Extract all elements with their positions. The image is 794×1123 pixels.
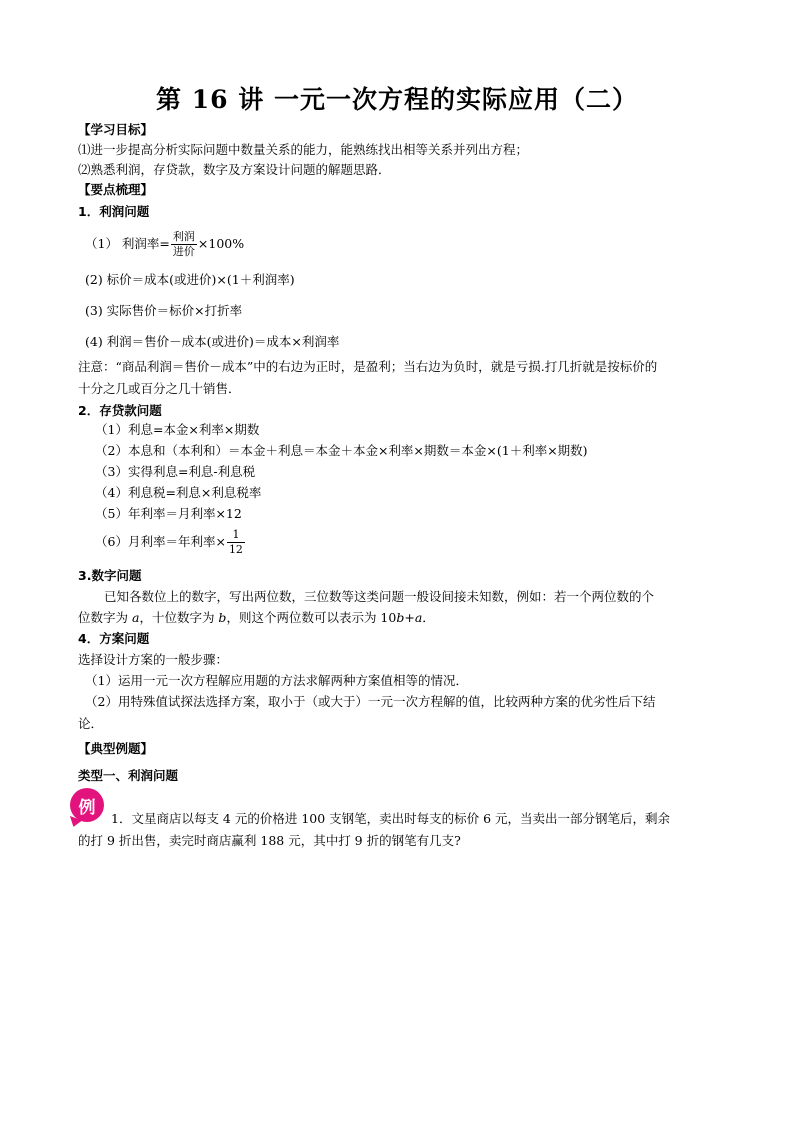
type-1-heading: 类型一、利润问题 [78,768,179,783]
digits-line-1: 已知各数位上的数字，写出两位数，三位数等这类问题一般设间接未知数，例如：若一个两位数的个 [104,589,655,604]
digits-line-2 [78,609,435,627]
deposit-item-6 [95,528,246,557]
plan-step-2-line-2: 论． [78,716,104,731]
fraction-numerator: 1 [227,528,245,543]
profit-formula-1-suffix: ×100% [197,236,245,251]
deposit-item-3: （3）实得利息=利息-利息税 [95,464,256,479]
monthly-rate-fraction [227,528,245,557]
profit-rate-fraction [171,230,197,259]
profit-note-line-2: 十分之几或百分之几十销售． [78,381,241,396]
expr-plus: + [404,610,415,625]
digits-heading: 3.数字问题 [78,568,142,583]
example-badge-icon: 例 [70,788,104,822]
deposit-item-2: （2）本息和（本利和）＝本金＋利息＝本金＋本金×利率×期数＝本金×(1＋利率×期数) [95,443,588,458]
plan-intro: 选择设计方案的一般步骤： [78,652,229,667]
page-title: 第 16 讲 一元一次方程的实际应用（二） [156,85,638,114]
profit-note-line-1: 注意：“商品利润＝售价－成本”中的右边为正时，是盈利；当右边为负时，就是亏损.打几折就是按标价的 [78,359,658,374]
fraction-numerator: 利润 [172,230,195,243]
objectives-heading: 【学习目标】 [78,122,154,137]
deposit-item-4: （4）利息税=利息×利息税率 [95,485,262,500]
deposit-heading: 2．存贷款问题 [78,403,162,418]
profit-formula-3: (3) 实际售价＝标价×打折率 [85,303,243,318]
variable-b: b [218,610,227,625]
expr-a: a [414,610,423,625]
profit-formula-1 [85,230,244,259]
fraction-denominator: 12 [228,543,243,556]
objective-item-2: ⑵熟悉利润，存贷款，数字及方案设计问题的解题思路． [78,162,391,177]
plan-heading: 4．方案问题 [78,631,150,646]
fraction-denominator: 进价 [172,245,195,258]
keypoints-heading: 【要点梳理】 [78,182,154,197]
profit-heading: 1．利润问题 [78,204,150,219]
digits-text-b: ，十位数字为 [139,610,219,625]
variable-a: a [131,610,140,625]
profit-formula-2: (2) 标价＝成本(或进价)×(1＋利润率) [85,272,295,287]
digits-text-c: ，则这个两位数可以表示为 10 [226,610,397,625]
deposit-item-6-prefix: （6）月利率＝年利率× [95,534,226,549]
digits-text-a: 位数字为 [78,610,132,625]
example-1-line-2: 的打 9 折出售，卖完时商店赢利 188 元，其中打 9 折的钢笔有几支? [78,833,461,848]
deposit-item-5: （5）年利率＝月利率×12 [95,506,242,521]
objective-item-1: ⑴进一步提高分析实际问题中数量关系的能力，能熟练找出相等关系并列出方程； [78,142,529,157]
examples-heading: 【典型例题】 [78,741,154,756]
expr-b: b [396,610,405,625]
profit-formula-4: (4) 利润＝售价－成本(或进价)＝成本×利润率 [85,334,340,349]
example-1-line-1: 1．文星商店以每支 4 元的价格进 100 支钢笔，卖出时每支的标价 6 元，当卖出一部分钢笔后，剩余 [111,811,671,826]
deposit-item-1: （1）利息=本金×利率×期数 [95,422,260,437]
plan-step-1: （1）运用一元一次方程解应用题的方法求解两种方案值相等的情况． [85,673,468,688]
digits-text-end: ． [422,610,435,625]
plan-step-2-line-1: （2）用特殊值试探法选择方案，取小于（或大于）一元一次方程解的值，比较两种方案的优劣性后下结 [85,694,656,709]
profit-formula-1-prefix: （1） 利润率= [85,236,170,251]
